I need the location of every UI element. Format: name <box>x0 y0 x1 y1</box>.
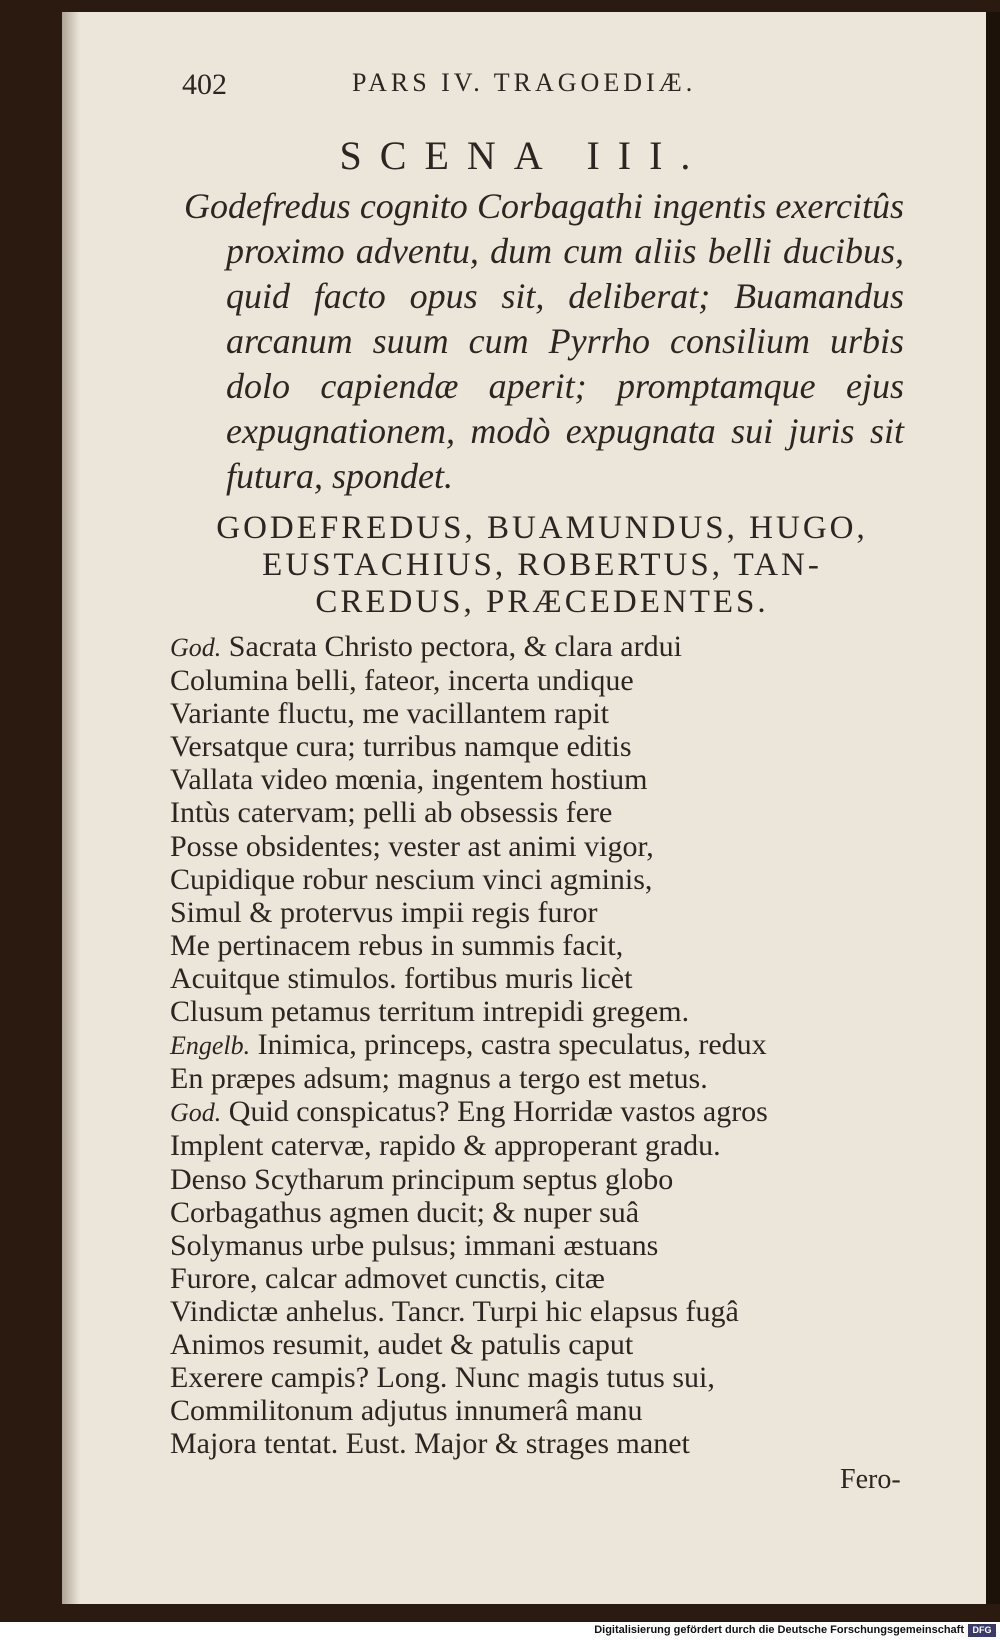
verse-line <box>170 1028 850 1062</box>
verse-line <box>170 1427 850 1460</box>
verse-text: Animos resumit, audet & patulis caput <box>170 1327 634 1361</box>
verse-line <box>170 863 850 896</box>
book-page <box>62 12 986 1604</box>
verse-line <box>170 1062 850 1095</box>
verse-text: Versatque cura; turribus namque editis <box>170 730 632 764</box>
scene-argument <box>184 184 904 499</box>
dramatis-personae <box>182 510 902 621</box>
verse-line <box>170 730 850 763</box>
page-number: 402 <box>182 68 227 101</box>
catchword: Fero- <box>840 1464 901 1495</box>
verse-text: Acuitque stimulos. fortibus muris licèt <box>170 961 633 995</box>
page-header <box>182 62 902 102</box>
verse-text: Inimica, princeps, castra speculatus, redux <box>257 1028 767 1062</box>
verse-text: Implent catervæ, rapido & approperant gradu. <box>170 1129 721 1163</box>
verse-line <box>170 763 850 796</box>
verse-line <box>170 1295 850 1328</box>
speaker-name: God. <box>170 1098 222 1128</box>
verse-line <box>170 1361 850 1394</box>
verse-line <box>170 1129 850 1162</box>
persons-line: GODEFREDUS, BUAMUNDUS, HUGO, <box>216 510 868 546</box>
verse-text: Sacrata Christo pectora, & clara ardui <box>228 630 682 663</box>
funding-credit: Digitalisierung gefördert durch die Deutsche Forschungsgemeinschaft <box>594 1624 964 1636</box>
verse-line <box>170 796 850 829</box>
verse-text: Variante fluctu, me vacillantem rapit <box>170 697 609 731</box>
verse-line <box>170 630 850 664</box>
verse-text: Exerere campis? Long. Nunc magis tutus sui, <box>170 1361 715 1395</box>
scene-title: SCENA III. <box>339 133 709 178</box>
verse-text: Vallata video mœnia, ingentem hostium <box>170 763 648 797</box>
verse-text: Furore, calcar admovet cunctis, citæ <box>170 1261 605 1295</box>
verse-text: Majora tentat. Eust. Major & strages manet <box>170 1427 690 1461</box>
verse-text: Cupidique robur nescium vinci agminis, <box>170 862 653 896</box>
verse-text: Corbagathus agmen ducit; & nuper suâ <box>170 1195 640 1229</box>
verse-line <box>170 1328 850 1361</box>
verse-line <box>170 962 850 995</box>
verse-line <box>170 664 850 697</box>
verse-text: Denso Scytharum principum septus globo <box>170 1162 674 1196</box>
verse-text: Solymanus urbe pulsus; immani æstuans <box>170 1228 659 1262</box>
dfg-logo: DFG <box>968 1624 996 1637</box>
verse-line <box>170 1262 850 1295</box>
verse-line <box>170 1196 850 1229</box>
verse-text: Quid conspicatus? Eng Horridæ vastos agros <box>228 1095 768 1129</box>
verse-block <box>170 630 850 1460</box>
verse-text: En præpes adsum; magnus a tergo est metus. <box>170 1062 708 1096</box>
verse-text: Simul & protervus impii regis furor <box>170 895 598 929</box>
verse-text: Me pertinacem rebus in summis facit, <box>170 928 624 962</box>
verse-line <box>170 929 850 962</box>
persons-line: CREDUS, PRÆCEDENTES. <box>315 584 769 620</box>
verse-line <box>170 896 850 929</box>
argument-text: Godefredus cognito Corbagathi ingentis exercitûs proximo adventu, dum cum aliis belli ducibus, quid facto opus sit, deliberat; Buamandus arcanum suum cum Pyrrho consilium urbis dolo capiendæ aperit; promptamque ejus expugnationem, modò expugnata sui juris sit futura, spondet. <box>184 186 904 496</box>
verse-line <box>170 1095 850 1129</box>
verse-text: Vindictæ anhelus. Tancr. Turpi hic elapsus fugâ <box>170 1294 739 1328</box>
verse-line <box>170 995 850 1028</box>
verse-line <box>170 697 850 730</box>
verse-text: Posse obsidentes; vester ast animi vigor, <box>170 829 654 863</box>
page-edge <box>986 12 1000 1604</box>
verse-text: Clusum petamus territum intrepidi gregem. <box>170 995 690 1029</box>
speaker-name: God. <box>170 633 222 662</box>
verse-line <box>170 830 850 863</box>
verse-line <box>170 1229 850 1262</box>
running-title: PARS IV. TRAGOEDIÆ. <box>352 68 697 97</box>
persons-line: EUSTACHIUS, ROBERTUS, TAN- <box>262 547 822 583</box>
speaker-name: Engelb. <box>170 1031 251 1061</box>
verse-text: Intùs catervam; pelli ab obsessis fere <box>170 796 613 830</box>
verse-text: Columina belli, fateor, incerta undique <box>170 664 634 698</box>
verse-line <box>170 1394 850 1427</box>
verse-line <box>170 1163 850 1196</box>
verse-text: Commilitonum adjutus innumerâ manu <box>170 1394 643 1428</box>
